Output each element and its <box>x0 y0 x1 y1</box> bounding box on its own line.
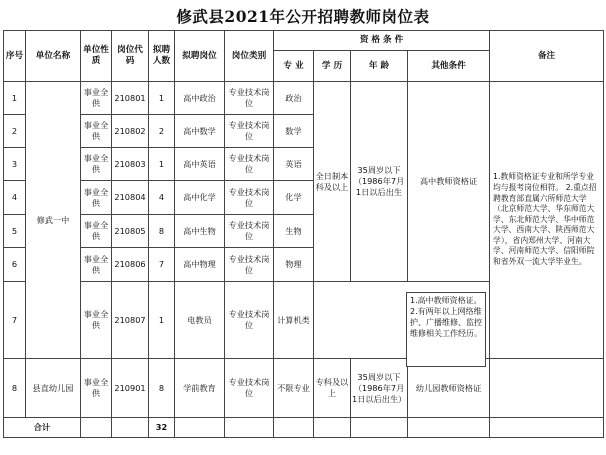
cell-remarks <box>490 359 604 418</box>
cell-count: 2 <box>149 115 175 148</box>
cell-age: 35周岁以下（1986年7月1日以后出生） <box>351 359 408 418</box>
total-blank <box>225 418 274 438</box>
header-post: 拟聘岗位 <box>175 31 225 82</box>
cell-code: 210801 <box>112 82 149 115</box>
cell-code: 210804 <box>112 181 149 215</box>
header-seq: 序号 <box>4 31 26 82</box>
total-label: 合计 <box>4 418 81 438</box>
cell-category: 专业技术岗位 <box>225 215 274 248</box>
total-blank <box>490 418 604 438</box>
header-remarks: 备注 <box>490 31 604 82</box>
cell-count: 7 <box>149 248 175 282</box>
cell-count: 8 <box>149 215 175 248</box>
cell-major: 政治 <box>274 82 314 115</box>
cell-unit-group: 修武一中 <box>26 82 81 359</box>
cell-count: 8 <box>149 359 175 418</box>
cell-seq: 4 <box>4 181 26 215</box>
cell-nature: 事业全供 <box>81 82 112 115</box>
cell-post: 高中数学 <box>175 115 225 148</box>
cell-code: 210805 <box>112 215 149 248</box>
total-blank <box>81 418 112 438</box>
table-row <box>4 359 604 418</box>
cell-category: 专业技术岗位 <box>225 359 274 418</box>
cell-nature: 事业全供 <box>81 215 112 248</box>
cell-seq: 7 <box>4 282 26 359</box>
cell-count: 1 <box>149 282 175 359</box>
cell-major: 不限专业 <box>274 359 314 418</box>
header-category: 岗位类别 <box>225 31 274 82</box>
cell-nature: 事业全供 <box>81 248 112 282</box>
cell-nature: 事业全供 <box>81 148 112 181</box>
cell-seq: 8 <box>4 359 26 418</box>
cell-remarks-group: 1.教师资格证专业和所学专业均与报考岗位相符。 2.重点招聘教育部直属六所师范大学（北京师范大学、华东师范大学、东北师范大学、华中师范大学、西南大学、陕西师范大学），省内郑州大学、河南大学、河南师范大学、信阳师院和省外双一流大学毕业生。 <box>490 82 604 359</box>
cell-seq: 3 <box>4 148 26 181</box>
total-blank <box>175 418 225 438</box>
cell-seq: 5 <box>4 215 26 248</box>
cell-post: 高中英语 <box>175 148 225 181</box>
header-row-1 <box>4 31 604 51</box>
cell-post: 高中政治 <box>175 82 225 115</box>
row7-other-conditions: 1.高中教师资格证。 2.有两年以上网络维护、广播维修、监控维修相关工作经历。 <box>406 292 486 367</box>
recruitment-table <box>3 30 604 438</box>
header-education: 学 历 <box>314 51 351 82</box>
cell-code: 210806 <box>112 248 149 282</box>
cell-education: 专科及以上 <box>314 359 351 418</box>
cell-code: 210803 <box>112 148 149 181</box>
total-blank <box>314 418 351 438</box>
cell-unit: 县直幼儿园 <box>26 359 81 418</box>
cell-major: 数学 <box>274 115 314 148</box>
cell-category: 专业技术岗位 <box>225 282 274 359</box>
header-age: 年 龄 <box>351 51 408 82</box>
cell-nature: 事业全供 <box>81 282 112 359</box>
page-title: 修武县2021年公开招聘教师岗位表 <box>176 7 430 26</box>
cell-nature: 事业全供 <box>81 359 112 418</box>
header-count: 拟聘人数 <box>149 31 175 82</box>
cell-category: 专业技术岗位 <box>225 115 274 148</box>
cell-code: 210901 <box>112 359 149 418</box>
cell-code: 210802 <box>112 115 149 148</box>
cell-category: 专业技术岗位 <box>225 181 274 215</box>
cell-seq: 6 <box>4 248 26 282</box>
header-qualifications: 资 格 条 件 <box>274 31 490 51</box>
cell-seq: 2 <box>4 115 26 148</box>
cell-education-group: 全日制本科及以上 <box>314 82 351 282</box>
cell-major: 生物 <box>274 215 314 248</box>
header-major: 专 业 <box>274 51 314 82</box>
cell-major: 计算机类 <box>274 282 314 359</box>
cell-post: 高中生物 <box>175 215 225 248</box>
cell-other: 幼儿园教师资格证 <box>408 359 490 418</box>
table-row <box>4 82 604 115</box>
header-unit: 单位名称 <box>26 31 81 82</box>
cell-count: 1 <box>149 82 175 115</box>
cell-post: 学前教育 <box>175 359 225 418</box>
cell-age-group: 35周岁以下（1986年7月1日以后出生 <box>351 82 408 282</box>
total-blank <box>408 418 490 438</box>
cell-major: 英语 <box>274 148 314 181</box>
total-blank <box>274 418 314 438</box>
cell-major: 化学 <box>274 181 314 215</box>
cell-post: 高中物理 <box>175 248 225 282</box>
cell-category: 专业技术岗位 <box>225 148 274 181</box>
cell-count: 4 <box>149 181 175 215</box>
cell-category: 专业技术岗位 <box>225 248 274 282</box>
cell-post: 高中化学 <box>175 181 225 215</box>
header-other: 其他条件 <box>408 51 490 82</box>
cell-seq: 1 <box>4 82 26 115</box>
cell-nature: 事业全供 <box>81 115 112 148</box>
header-nature: 单位性质 <box>81 31 112 82</box>
header-code: 岗位代码 <box>112 31 149 82</box>
cell-code: 210807 <box>112 282 149 359</box>
total-row <box>4 418 604 438</box>
cell-post: 电教员 <box>175 282 225 359</box>
total-count: 32 <box>149 418 175 438</box>
cell-count: 1 <box>149 148 175 181</box>
cell-nature: 事业全供 <box>81 181 112 215</box>
total-blank <box>351 418 408 438</box>
cell-other-group: 高中教师资格证 <box>408 82 490 282</box>
total-blank <box>112 418 149 438</box>
cell-category: 专业技术岗位 <box>225 82 274 115</box>
cell-major: 物理 <box>274 248 314 282</box>
